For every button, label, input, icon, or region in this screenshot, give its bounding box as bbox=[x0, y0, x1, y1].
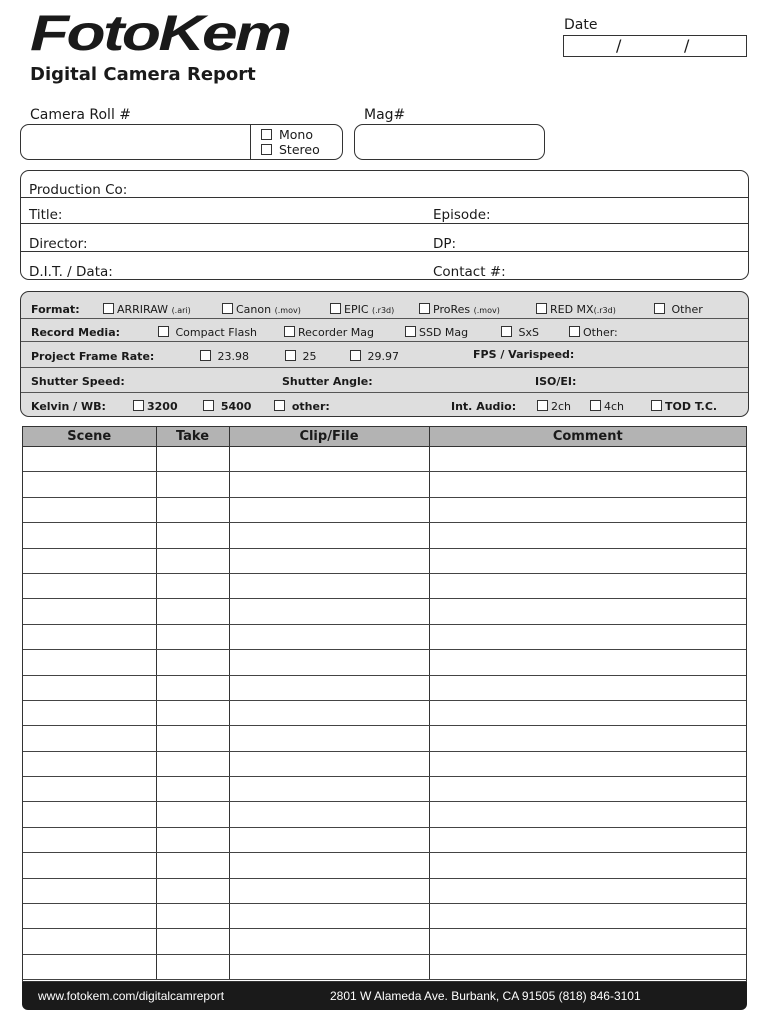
footer-website: www.fotokem.com/digitalcamreport bbox=[38, 989, 225, 1003]
comment-cell[interactable] bbox=[429, 675, 746, 700]
take-cell[interactable] bbox=[156, 523, 229, 548]
comment-cell[interactable] bbox=[429, 447, 746, 472]
contact-label: Contact #: bbox=[433, 264, 506, 280]
episode-label: Episode: bbox=[433, 207, 491, 223]
shutter-angle-label: Shutter Angle: bbox=[282, 375, 373, 388]
comment-cell[interactable] bbox=[429, 878, 746, 903]
clip-file-cell[interactable] bbox=[229, 573, 429, 598]
media-option-recorder-mag[interactable]: Recorder Mag bbox=[284, 326, 374, 339]
table-row bbox=[23, 624, 746, 649]
table-row bbox=[23, 853, 746, 878]
format-label: Format: bbox=[31, 303, 80, 316]
date-label: Date bbox=[564, 17, 598, 33]
comment-cell[interactable] bbox=[429, 751, 746, 776]
scene-cell[interactable] bbox=[23, 929, 156, 954]
take-cell[interactable] bbox=[156, 624, 229, 649]
mono-label: Mono bbox=[278, 127, 313, 142]
scene-cell[interactable] bbox=[23, 523, 156, 548]
scene-cell[interactable] bbox=[23, 700, 156, 725]
table-row bbox=[23, 599, 746, 624]
camera-roll-field[interactable] bbox=[20, 124, 343, 160]
scene-cell[interactable] bbox=[23, 624, 156, 649]
fps-label: FPS / Varispeed: bbox=[473, 348, 575, 361]
media-option-other[interactable]: Other: bbox=[569, 326, 618, 339]
director-label: Director: bbox=[29, 236, 88, 252]
scene-cell[interactable] bbox=[23, 548, 156, 573]
clip-file-cell[interactable] bbox=[229, 472, 429, 497]
mono-option[interactable] bbox=[261, 127, 320, 142]
table-row bbox=[23, 650, 746, 675]
scene-cell[interactable] bbox=[23, 497, 156, 522]
mono-checkbox[interactable] bbox=[261, 129, 272, 140]
take-cell[interactable] bbox=[156, 497, 229, 522]
take-cell[interactable] bbox=[156, 726, 229, 751]
footer-address: 2801 W Alameda Ave. Burbank, CA 91505 (818) 846-3101 bbox=[330, 989, 641, 1003]
clip-file-cell[interactable] bbox=[229, 726, 429, 751]
scene-cell[interactable] bbox=[23, 726, 156, 751]
take-cell[interactable] bbox=[156, 548, 229, 573]
comment-cell[interactable] bbox=[429, 624, 746, 649]
table-row bbox=[23, 573, 746, 598]
table-row bbox=[23, 447, 746, 472]
scene-cell[interactable] bbox=[23, 878, 156, 903]
table-row bbox=[23, 751, 746, 776]
int-audio-label: Int. Audio: bbox=[451, 400, 517, 413]
take-cell[interactable] bbox=[156, 777, 229, 802]
fotokem-logo: FotoKem bbox=[30, 5, 290, 61]
scene-cell[interactable] bbox=[23, 751, 156, 776]
title-label: Title: bbox=[29, 207, 63, 223]
format-option-red-mx[interactable]: RED MX(.r3d) bbox=[536, 303, 616, 316]
comment-cell[interactable] bbox=[429, 954, 746, 979]
scene-cell[interactable] bbox=[23, 599, 156, 624]
comment-cell[interactable] bbox=[429, 523, 746, 548]
take-cell[interactable] bbox=[156, 929, 229, 954]
iso-label: ISO/EI: bbox=[535, 375, 577, 388]
comment-cell[interactable] bbox=[429, 700, 746, 725]
table-row bbox=[23, 954, 746, 979]
take-cell[interactable] bbox=[156, 700, 229, 725]
scene-cell[interactable] bbox=[23, 777, 156, 802]
date-separator: / bbox=[684, 36, 690, 55]
column-header-comment: Comment bbox=[429, 427, 746, 447]
table-row bbox=[23, 472, 746, 497]
comment-cell[interactable] bbox=[429, 726, 746, 751]
take-cell[interactable] bbox=[156, 904, 229, 929]
take-cell[interactable] bbox=[156, 751, 229, 776]
scene-cell[interactable] bbox=[23, 472, 156, 497]
scene-cell[interactable] bbox=[23, 853, 156, 878]
take-cell[interactable] bbox=[156, 675, 229, 700]
clip-file-cell[interactable] bbox=[229, 827, 429, 852]
record-media-label: Record Media: bbox=[31, 326, 121, 339]
production-info-box bbox=[20, 170, 749, 280]
take-cell[interactable] bbox=[156, 853, 229, 878]
table-row bbox=[23, 523, 746, 548]
format-option-prores[interactable]: ProRes (.mov) bbox=[419, 303, 500, 316]
take-cell[interactable] bbox=[156, 447, 229, 472]
comment-cell[interactable] bbox=[429, 497, 746, 522]
page-title: Digital Camera Report bbox=[30, 64, 256, 85]
frame-rate-25[interactable]: 25 bbox=[285, 350, 317, 363]
stereo-option[interactable] bbox=[261, 142, 320, 157]
clip-file-cell[interactable] bbox=[229, 751, 429, 776]
clip-file-cell[interactable] bbox=[229, 675, 429, 700]
frame-rate-23-98[interactable]: 23.98 bbox=[200, 350, 249, 363]
clip-file-cell[interactable] bbox=[229, 497, 429, 522]
media-option-compact-flash[interactable]: Compact Flash bbox=[158, 326, 257, 339]
frame-rate-29-97[interactable]: 29.97 bbox=[350, 350, 399, 363]
comment-cell[interactable] bbox=[429, 472, 746, 497]
kelvin-other[interactable]: other: bbox=[274, 400, 330, 413]
comment-cell[interactable] bbox=[429, 802, 746, 827]
scene-cell[interactable] bbox=[23, 573, 156, 598]
comment-cell[interactable] bbox=[429, 573, 746, 598]
clip-file-cell[interactable] bbox=[229, 523, 429, 548]
take-cell[interactable] bbox=[156, 954, 229, 979]
format-option-epic[interactable]: EPIC (.r3d) bbox=[330, 303, 394, 316]
table-row bbox=[23, 675, 746, 700]
comment-cell[interactable] bbox=[429, 777, 746, 802]
scene-cell[interactable] bbox=[23, 802, 156, 827]
take-cell[interactable] bbox=[156, 802, 229, 827]
stereo-checkbox[interactable] bbox=[261, 144, 272, 155]
shutter-speed-label: Shutter Speed: bbox=[31, 375, 125, 388]
comment-cell[interactable] bbox=[429, 904, 746, 929]
scene-cell[interactable] bbox=[23, 447, 156, 472]
table-row bbox=[23, 497, 746, 522]
comment-cell[interactable] bbox=[429, 929, 746, 954]
clip-file-cell[interactable] bbox=[229, 624, 429, 649]
media-option-ssd-mag[interactable]: SSD Mag bbox=[405, 326, 468, 339]
kelvin-label: Kelvin / WB: bbox=[31, 400, 106, 413]
take-cell[interactable] bbox=[156, 827, 229, 852]
audio-4ch[interactable]: 4ch bbox=[590, 400, 624, 413]
camera-roll-label: Camera Roll # bbox=[30, 107, 132, 123]
clip-file-cell[interactable] bbox=[229, 802, 429, 827]
dp-label: DP: bbox=[433, 236, 457, 252]
table-row bbox=[23, 878, 746, 903]
clip-file-cell[interactable] bbox=[229, 548, 429, 573]
format-option-arriraw[interactable]: ARRIRAW (.ari) bbox=[103, 303, 191, 316]
column-header-clip-file: Clip/File bbox=[229, 427, 429, 447]
media-option-sxs[interactable]: SxS bbox=[501, 326, 539, 339]
clip-file-cell[interactable] bbox=[229, 929, 429, 954]
take-cell[interactable] bbox=[156, 573, 229, 598]
comment-cell[interactable] bbox=[429, 548, 746, 573]
table-row bbox=[23, 548, 746, 573]
clip-file-cell[interactable] bbox=[229, 650, 429, 675]
mag-label: Mag# bbox=[364, 107, 406, 123]
comment-cell[interactable] bbox=[429, 853, 746, 878]
column-header-scene: Scene bbox=[23, 427, 156, 447]
clip-file-cell[interactable] bbox=[229, 599, 429, 624]
kelvin-3200[interactable]: 3200 bbox=[133, 400, 178, 413]
date-field[interactable] bbox=[563, 35, 747, 57]
scene-cell[interactable] bbox=[23, 675, 156, 700]
shot-log-table bbox=[22, 426, 747, 982]
clip-file-cell[interactable] bbox=[229, 904, 429, 929]
clip-file-cell[interactable] bbox=[229, 700, 429, 725]
technical-settings-box bbox=[20, 291, 749, 417]
mag-field[interactable] bbox=[354, 124, 545, 160]
scene-cell[interactable] bbox=[23, 650, 156, 675]
date-separator: / bbox=[616, 36, 622, 55]
clip-file-cell[interactable] bbox=[229, 447, 429, 472]
take-cell[interactable] bbox=[156, 878, 229, 903]
clip-file-cell[interactable] bbox=[229, 777, 429, 802]
comment-cell[interactable] bbox=[429, 650, 746, 675]
tod-tc-option[interactable]: TOD T.C. bbox=[651, 400, 717, 413]
take-cell[interactable] bbox=[156, 650, 229, 675]
take-cell[interactable] bbox=[156, 599, 229, 624]
frame-rate-label: Project Frame Rate: bbox=[31, 350, 155, 363]
table-row bbox=[23, 777, 746, 802]
footer-bar bbox=[22, 982, 747, 1010]
scene-cell[interactable] bbox=[23, 954, 156, 979]
scene-cell[interactable] bbox=[23, 904, 156, 929]
dit-label: D.I.T. / Data: bbox=[29, 264, 113, 280]
clip-file-cell[interactable] bbox=[229, 878, 429, 903]
format-option-other[interactable]: Other bbox=[654, 303, 703, 316]
comment-cell[interactable] bbox=[429, 827, 746, 852]
audio-2ch[interactable]: 2ch bbox=[537, 400, 571, 413]
table-row bbox=[23, 827, 746, 852]
comment-cell[interactable] bbox=[429, 599, 746, 624]
clip-file-cell[interactable] bbox=[229, 853, 429, 878]
take-cell[interactable] bbox=[156, 472, 229, 497]
scene-cell[interactable] bbox=[23, 827, 156, 852]
column-header-take: Take bbox=[156, 427, 229, 447]
table-row bbox=[23, 726, 746, 751]
format-option-canon[interactable]: Canon (.mov) bbox=[222, 303, 301, 316]
table-row bbox=[23, 904, 746, 929]
kelvin-5400[interactable]: 5400 bbox=[203, 400, 251, 413]
table-row bbox=[23, 700, 746, 725]
table-row bbox=[23, 929, 746, 954]
table-row bbox=[23, 802, 746, 827]
stereo-label: Stereo bbox=[278, 142, 320, 157]
production-co-label: Production Co: bbox=[29, 182, 128, 198]
clip-file-cell[interactable] bbox=[229, 954, 429, 979]
